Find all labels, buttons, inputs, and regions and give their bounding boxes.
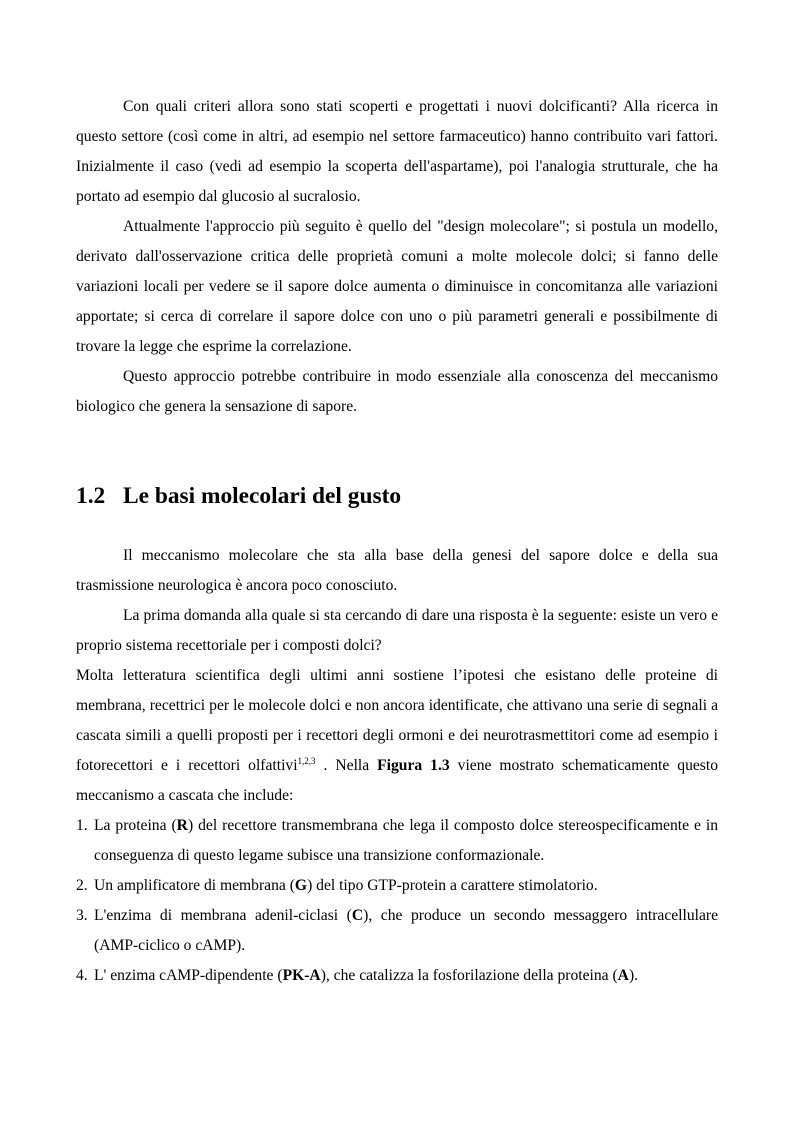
list-item-symbol: A <box>617 967 629 984</box>
section-heading <box>76 481 718 511</box>
paragraph-criteri: Con quali criteri allora sono stati scoperti e progettati i nuovi dolcificanti? Alla ricerca in questo settore (così come in altri, ad esempio nel settore farmaceutico) hanno contribuito vari fattori. Inizialmente il caso (vedi ad esempio la scoperta dell'aspartame), poi l'analogia strutturale, che ha portato ad esempio dal glucosio al sucralosio. <box>76 98 718 205</box>
paragraph-domanda: La prima domanda alla quale si sta cercando di dare una risposta è la seguente: esiste un vero e proprio sistema recettoriale per i composti dolci? <box>76 607 718 654</box>
cascade-text-mid: . Nella <box>315 757 378 774</box>
list-item <box>76 901 718 961</box>
paragraph-design-molecolare: Attualmente l'approccio più seguito è quello del "design molecolare"; si postula un modello, derivato dall'osservazione critica delle proprietà comuni a molte molecole dolci; si fanno delle variazioni locali per vedere se il sapore dolce aumenta o diminuisce in concomitanza alle variazioni apportate; si cerca di correlare il sapore dolce con uno o più parametri generali e possibilmente di trovare la legge che esprime la correlazione. <box>76 218 718 355</box>
list-item <box>76 961 718 991</box>
list-marker: 1. <box>76 817 88 834</box>
cascade-text-end: viene mostrato schematicamente questo meccanismo a cascata che include: <box>76 757 718 804</box>
paragraph-approccio: Questo approccio potrebbe contribuire in modo essenziale alla conoscenza del meccanismo biologico che genera la sensazione di sapore. <box>76 368 718 415</box>
list-marker: 2. <box>76 877 88 894</box>
list-item-text: L'enzima di membrana adenil-ciclasi ( <box>94 907 352 924</box>
section-number: 1.2 <box>76 483 106 509</box>
section-title: Le basi molecolari del gusto <box>123 483 402 509</box>
reference-superscript: 1,2,3 <box>297 756 316 766</box>
list-item-symbol: C <box>351 907 364 924</box>
list-marker: 4. <box>76 967 88 984</box>
list-item-text: ) del tipo GTP-protein a carattere stimolatorio. <box>307 877 598 894</box>
list-item-symbol: G <box>294 877 308 894</box>
paragraph-meccanismo: Il meccanismo molecolare che sta alla base della genesi del sapore dolce e della sua trasmissione neurologica è ancora poco conosciuto. <box>76 547 718 594</box>
list-marker: 3. <box>76 907 88 924</box>
list-item-text: Un amplificatore di membrana ( <box>94 877 295 894</box>
list-item <box>76 871 718 901</box>
list-item-text: L' enzima cAMP-dipendente ( <box>94 967 283 984</box>
document-page <box>76 92 718 991</box>
list-item <box>76 811 718 871</box>
figure-reference: Figura 1.3 <box>377 757 450 774</box>
list-item-text: ). <box>628 967 639 984</box>
list-item-symbol: PK-A <box>282 967 321 984</box>
list-item-text: ), che catalizza la fosforilazione della proteina ( <box>320 967 618 984</box>
cascade-steps-list <box>76 811 718 991</box>
list-item-symbol: R <box>176 817 188 834</box>
cascade-text: Molta letteratura scientifica degli ultimi anni sostiene l’ipotesi che esistano delle proteine di membrana, recettrici per le molecole dolci e non ancora identificate, che attivano una serie di segnali a cascata simili a quelli proposti per i recettori degli ormoni e dei neurotrasmettitori come ad esempio i fotorecettori e i recettori olfattivi <box>76 667 718 774</box>
list-item-text: ) del recettore transmembrana che lega il composto dolce stereospecificamente e in conseguenza di questo legame subisce una transizione conformazionale. <box>94 817 718 864</box>
list-item-text: ), che produce un secondo messaggero intracellulare (AMP-ciclico o cAMP). <box>94 907 718 954</box>
paragraph-cascata <box>76 661 718 811</box>
list-item-text: La proteina ( <box>94 817 177 834</box>
